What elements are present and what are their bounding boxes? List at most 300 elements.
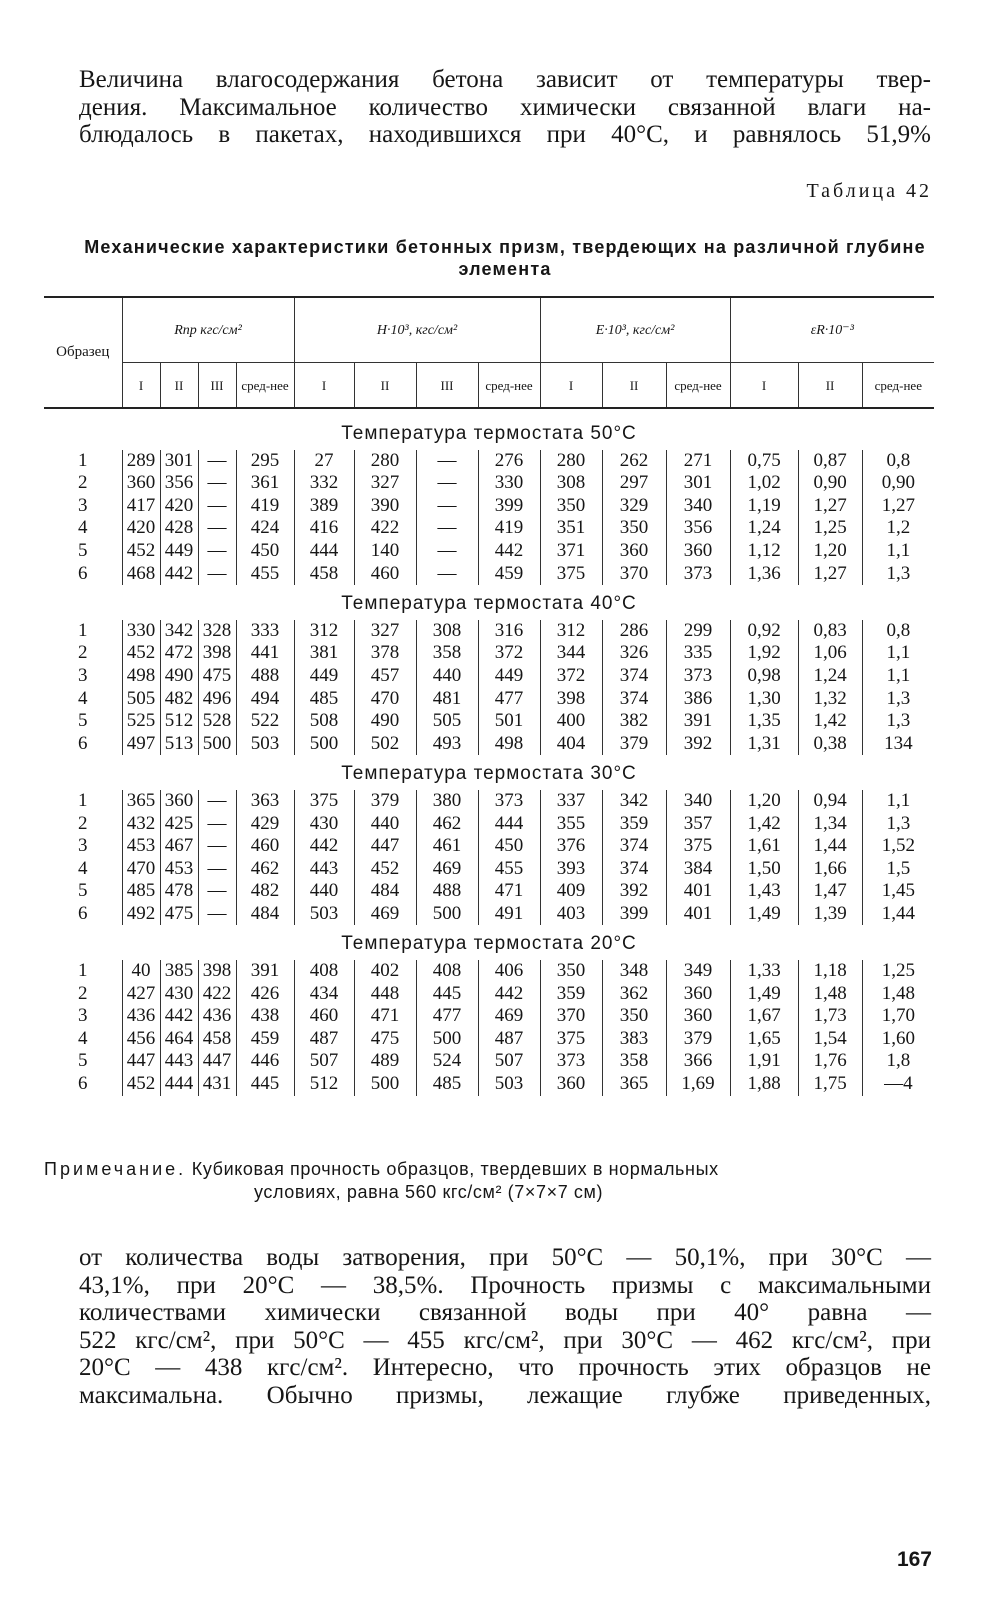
table-cell: 391 <box>666 710 730 733</box>
section-heading: Температура термостата 20°С <box>341 933 637 955</box>
column-header-i: I <box>540 363 602 409</box>
column-header-iii: III <box>198 363 236 409</box>
table-cell: 513 <box>160 733 198 756</box>
table-cell: 487 <box>478 1028 540 1051</box>
table-cell: 507 <box>478 1050 540 1073</box>
table-cell: 488 <box>416 880 478 903</box>
column-header-ii: II <box>798 363 862 409</box>
table-cell: 1,27 <box>798 563 862 586</box>
table-cell: 471 <box>478 880 540 903</box>
row-sample-number: 6 <box>78 562 88 584</box>
body-line: 522 кгс/см², при 50°С — 455 кгс/см², при 30°С — 462 кгс/см², при <box>79 1326 931 1354</box>
table-cell: 370 <box>540 1005 602 1028</box>
table-cell: 1,49 <box>730 903 798 926</box>
body-line: 43,1%, при 20°С — 38,5%. Прочность призмы с максимальными <box>79 1271 931 1299</box>
table-cell: 402 <box>354 960 416 983</box>
row-sample-number: 4 <box>78 1027 88 1049</box>
table-cell: — <box>198 903 236 926</box>
table-cell: 438 <box>236 1005 294 1028</box>
table-cell: 356 <box>666 517 730 540</box>
body-line: количествами химически связанной воды при 40° равна — <box>79 1299 931 1326</box>
table-cell: 512 <box>294 1073 354 1096</box>
table-cell: 467 <box>160 835 198 858</box>
table-cell: — <box>416 450 478 473</box>
table-cell: 1,8 <box>862 1050 934 1073</box>
table-cell: 0,94 <box>798 790 862 813</box>
table-cell: 422 <box>198 983 236 1006</box>
table-cell: 392 <box>666 733 730 756</box>
table-row <box>44 620 934 643</box>
table-cell: 332 <box>294 472 354 495</box>
table-cell: 344 <box>540 642 602 665</box>
table-cell: 420 <box>160 495 198 518</box>
table-cell: 459 <box>478 563 540 586</box>
table-cell: 392 <box>602 880 666 903</box>
table-cell: 1,31 <box>730 733 798 756</box>
body-line: от количества воды затворения, при 50°С — 50,1%, при 30°С — <box>79 1244 931 1271</box>
table-cell: 492 <box>122 903 160 926</box>
table-cell: 455 <box>236 563 294 586</box>
table-cell: 140 <box>354 540 416 563</box>
table-cell: 449 <box>294 665 354 688</box>
table-cell: 1,65 <box>730 1028 798 1051</box>
table-cell: 1,42 <box>798 710 862 733</box>
table-cell: 1,92 <box>730 642 798 665</box>
table-cell: 329 <box>602 495 666 518</box>
table-cell: 356 <box>160 472 198 495</box>
table-row <box>44 1005 934 1028</box>
table-cell: 464 <box>160 1028 198 1051</box>
table-cell: 442 <box>160 1005 198 1028</box>
table-cell: — <box>416 472 478 495</box>
table-row <box>44 495 934 518</box>
table-cell: 308 <box>540 472 602 495</box>
table-row <box>44 563 934 586</box>
row-sample-number: 1 <box>78 960 88 982</box>
table-cell: 262 <box>602 450 666 473</box>
column-header-ii: II <box>160 363 198 409</box>
table-cell: 360 <box>160 790 198 813</box>
table-cell: 512 <box>160 710 198 733</box>
table-cell: 312 <box>540 620 602 643</box>
table-cell: 460 <box>354 563 416 586</box>
table-cell: 360 <box>602 540 666 563</box>
row-sample-number: 1 <box>78 449 88 471</box>
table-cell: 1,75 <box>798 1073 862 1096</box>
table-cell: 1,60 <box>862 1028 934 1051</box>
table-row <box>44 960 934 983</box>
table-cell: 457 <box>354 665 416 688</box>
table-cell: 416 <box>294 517 354 540</box>
table-cell: 420 <box>122 517 160 540</box>
table-cell: 359 <box>540 983 602 1006</box>
table-cell: 475 <box>198 665 236 688</box>
table-cell: 335 <box>666 642 730 665</box>
table-cell: 429 <box>236 813 294 836</box>
table-cell: 0,8 <box>862 620 934 643</box>
table-cell: 453 <box>122 835 160 858</box>
table-cell: — <box>416 517 478 540</box>
table-cell: 461 <box>416 835 478 858</box>
table-cell: 485 <box>294 688 354 711</box>
table-cell: 374 <box>602 835 666 858</box>
table-cell: 452 <box>122 1073 160 1096</box>
table-cell: 301 <box>160 450 198 473</box>
table-cell: 462 <box>416 813 478 836</box>
table-cell: 459 <box>236 1028 294 1051</box>
table-cell: 1,25 <box>798 517 862 540</box>
table-cell: 485 <box>122 880 160 903</box>
table-cell: 337 <box>540 790 602 813</box>
table-cell: 398 <box>540 688 602 711</box>
table-cell: 398 <box>198 960 236 983</box>
table-cell: — <box>198 472 236 495</box>
table-cell: 497 <box>122 733 160 756</box>
row-sample-number: 1 <box>78 789 88 811</box>
table-cell: 375 <box>540 563 602 586</box>
table-cell: 1,50 <box>730 858 798 881</box>
table-cell: 431 <box>198 1073 236 1096</box>
table-cell: 503 <box>294 903 354 926</box>
column-header-sample: Образец <box>44 297 122 408</box>
note-label: Примечание. <box>44 1159 187 1179</box>
table-cell: 326 <box>602 642 666 665</box>
table-cell: 361 <box>236 472 294 495</box>
column-header-avg: сред-нее <box>236 363 294 409</box>
table-cell: 330 <box>122 620 160 643</box>
table-cell: 360 <box>122 472 160 495</box>
table-cell: 408 <box>294 960 354 983</box>
table-cell: 374 <box>602 665 666 688</box>
table-cell: — <box>198 813 236 836</box>
table-row <box>44 1073 934 1096</box>
row-sample-number: 5 <box>78 539 88 561</box>
section-heading: Температура термостата 50°С <box>341 423 637 444</box>
table-cell: 333 <box>236 620 294 643</box>
table-cell: 400 <box>540 710 602 733</box>
table-cell: 417 <box>122 495 160 518</box>
table-row <box>44 688 934 711</box>
table-cell: 1,69 <box>666 1073 730 1096</box>
table-cell: 449 <box>160 540 198 563</box>
table-cell: 271 <box>666 450 730 473</box>
table-row <box>44 450 934 473</box>
table-cell: — <box>198 540 236 563</box>
table-cell: 487 <box>294 1028 354 1051</box>
table-row <box>44 517 934 540</box>
table-cell: 1,5 <box>862 858 934 881</box>
table-row <box>44 858 934 881</box>
table-cell: 422 <box>354 517 416 540</box>
table-cell: 1,49 <box>730 983 798 1006</box>
table-row <box>44 665 934 688</box>
body-line: 20°С — 438 кгс/см². Интересно, что прочность этих образцов не <box>79 1354 931 1381</box>
table-cell: — <box>198 790 236 813</box>
table-cell: 481 <box>416 688 478 711</box>
table-cell: 1,1 <box>862 642 934 665</box>
table-row <box>44 903 934 926</box>
table-cell: 358 <box>416 642 478 665</box>
table-cell: 448 <box>354 983 416 1006</box>
table-cell: 445 <box>236 1073 294 1096</box>
table-cell: — <box>198 450 236 473</box>
table-cell: 1,67 <box>730 1005 798 1028</box>
table-cell: 134 <box>862 733 934 756</box>
table-cell: 340 <box>666 495 730 518</box>
table-cell: 462 <box>236 858 294 881</box>
table-cell: 1,24 <box>798 665 862 688</box>
table-cell: 500 <box>198 733 236 756</box>
table-caption: Таблица 42 <box>806 180 932 202</box>
table-cell: 444 <box>294 540 354 563</box>
table-cell: 493 <box>416 733 478 756</box>
intro-paragraph <box>79 66 931 149</box>
table-cell: 1,25 <box>862 960 934 983</box>
table-cell: 1,33 <box>730 960 798 983</box>
row-sample-number: 4 <box>78 517 88 539</box>
table-cell: 299 <box>666 620 730 643</box>
table-row <box>44 540 934 563</box>
table-cell: 0,90 <box>862 472 934 495</box>
table-cell: 370 <box>602 563 666 586</box>
table-cell: 316 <box>478 620 540 643</box>
table-cell: 452 <box>354 858 416 881</box>
table-cell: 350 <box>602 517 666 540</box>
table-cell: 40 <box>122 960 160 983</box>
row-sample-number: 2 <box>78 642 88 664</box>
row-sample-number: 5 <box>78 1050 88 1072</box>
table-cell: 360 <box>666 1005 730 1028</box>
table-cell: 1,48 <box>798 983 862 1006</box>
row-sample-number: 4 <box>78 857 88 879</box>
note-text: Кубиковая прочность образцов, твердевших в нормальных <box>191 1159 719 1179</box>
section-heading-row <box>44 585 934 620</box>
table-cell: 441 <box>236 642 294 665</box>
table-cell: — <box>198 835 236 858</box>
table-cell: 391 <box>236 960 294 983</box>
table-cell: 1,61 <box>730 835 798 858</box>
table-cell: 365 <box>122 790 160 813</box>
table-cell: 0,75 <box>730 450 798 473</box>
table-cell: 442 <box>160 563 198 586</box>
table-cell: 312 <box>294 620 354 643</box>
table-cell: 490 <box>354 710 416 733</box>
table-cell: 1,02 <box>730 472 798 495</box>
row-sample-number: 6 <box>78 1073 88 1095</box>
table-cell: 456 <box>122 1028 160 1051</box>
table-cell: 375 <box>666 835 730 858</box>
table-cell: 371 <box>540 540 602 563</box>
row-sample-number: 4 <box>78 687 88 709</box>
table-row <box>44 733 934 756</box>
table-cell: 1,91 <box>730 1050 798 1073</box>
table-cell: 477 <box>416 1005 478 1028</box>
table-cell: 447 <box>354 835 416 858</box>
table-cell: — <box>416 540 478 563</box>
table-cell: 398 <box>198 642 236 665</box>
table-cell: 522 <box>236 710 294 733</box>
table-cell: 432 <box>122 813 160 836</box>
table-cell: 286 <box>602 620 666 643</box>
table-cell: 1,35 <box>730 710 798 733</box>
column-header-avg: сред-нее <box>862 363 934 409</box>
table-cell: 1,27 <box>862 495 934 518</box>
column-header-avg: сред-нее <box>478 363 540 409</box>
table-cell: 447 <box>198 1050 236 1073</box>
table-cell: 452 <box>122 642 160 665</box>
table-cell: 301 <box>666 472 730 495</box>
table-cell: 445 <box>416 983 478 1006</box>
table-cell: 1,30 <box>730 688 798 711</box>
table-cell: 500 <box>354 1073 416 1096</box>
table-cell: 342 <box>602 790 666 813</box>
table-cell: 1,06 <box>798 642 862 665</box>
table-cell: 458 <box>198 1028 236 1051</box>
table-cell: 360 <box>540 1073 602 1096</box>
table-cell: 425 <box>160 813 198 836</box>
table-cell: 428 <box>160 517 198 540</box>
table-row <box>44 1050 934 1073</box>
table-cell: 419 <box>236 495 294 518</box>
table-cell: 1,39 <box>798 903 862 926</box>
table-cell: 408 <box>416 960 478 983</box>
table-cell: 442 <box>294 835 354 858</box>
table-cell: 1,48 <box>862 983 934 1006</box>
table-cell: 1,2 <box>862 517 934 540</box>
table-cell: 308 <box>416 620 478 643</box>
table-cell: 424 <box>236 517 294 540</box>
table-cell: 1,45 <box>862 880 934 903</box>
row-sample-number: 5 <box>78 880 88 902</box>
data-table <box>44 296 934 1096</box>
table-cell: 442 <box>478 983 540 1006</box>
table-cell: 365 <box>602 1073 666 1096</box>
table-cell: 455 <box>478 858 540 881</box>
table-cell: 1,1 <box>862 665 934 688</box>
table-cell: 477 <box>478 688 540 711</box>
table-cell: 1,88 <box>730 1073 798 1096</box>
table-cell: —4 <box>862 1073 934 1096</box>
table-cell: 419 <box>478 517 540 540</box>
table-cell: 1,42 <box>730 813 798 836</box>
table-cell: 484 <box>236 903 294 926</box>
table-cell: 374 <box>602 858 666 881</box>
table-cell: 436 <box>122 1005 160 1028</box>
table-cell: 450 <box>236 540 294 563</box>
table-cell: 360 <box>666 983 730 1006</box>
table-cell: 472 <box>160 642 198 665</box>
table-cell: 393 <box>540 858 602 881</box>
note-text: условиях, равна 560 кгс/см² (7×7×7 см) <box>254 1182 604 1202</box>
table-cell: 379 <box>666 1028 730 1051</box>
column-header-ii: II <box>354 363 416 409</box>
table-cell: 444 <box>478 813 540 836</box>
table-cell: 280 <box>354 450 416 473</box>
table-cell: 500 <box>416 903 478 926</box>
table-cell: 399 <box>602 903 666 926</box>
table-cell: 470 <box>354 688 416 711</box>
table-cell: 508 <box>294 710 354 733</box>
row-sample-number: 2 <box>78 472 88 494</box>
table-row <box>44 710 934 733</box>
section-heading: Температура термостата 30°С <box>341 763 637 785</box>
intro-line: дения. Максимальное количество химически связанной влаги на- <box>79 93 931 121</box>
table-cell: 1,44 <box>798 835 862 858</box>
table-cell: 1,3 <box>862 710 934 733</box>
table-cell: 505 <box>122 688 160 711</box>
table-cell: 475 <box>160 903 198 926</box>
table-cell: 503 <box>478 1073 540 1096</box>
table-cell: 373 <box>666 665 730 688</box>
table-cell: 372 <box>540 665 602 688</box>
table-cell: 427 <box>122 983 160 1006</box>
table-cell: — <box>198 880 236 903</box>
table-cell: 443 <box>160 1050 198 1073</box>
table-row <box>44 813 934 836</box>
table-cell: 469 <box>478 1005 540 1028</box>
table-cell: 355 <box>540 813 602 836</box>
table-cell: 357 <box>666 813 730 836</box>
page-number: 167 <box>896 1548 932 1571</box>
row-sample-number: 2 <box>78 982 88 1004</box>
table-cell: 1,3 <box>862 688 934 711</box>
table-cell: 0,83 <box>798 620 862 643</box>
table-cell: 366 <box>666 1050 730 1073</box>
table-cell: 482 <box>160 688 198 711</box>
table-cell: 430 <box>160 983 198 1006</box>
table-cell: 386 <box>666 688 730 711</box>
table-cell: 340 <box>666 790 730 813</box>
table-cell: 503 <box>236 733 294 756</box>
table-cell: 468 <box>122 563 160 586</box>
table-cell: 0,87 <box>798 450 862 473</box>
table-cell: 381 <box>294 642 354 665</box>
table-cell: 1,44 <box>862 903 934 926</box>
table-cell: 485 <box>416 1073 478 1096</box>
table-cell: 280 <box>540 450 602 473</box>
table-row <box>44 835 934 858</box>
table-cell: 470 <box>122 858 160 881</box>
column-header-i: I <box>294 363 354 409</box>
table-cell: 442 <box>478 540 540 563</box>
row-sample-number: 1 <box>78 619 88 641</box>
table-cell: 379 <box>602 733 666 756</box>
table-row <box>44 642 934 665</box>
table-cell: 525 <box>122 710 160 733</box>
table-cell: 458 <box>294 563 354 586</box>
section-heading-row <box>44 925 934 960</box>
table-cell: 1,20 <box>730 790 798 813</box>
table-cell: 443 <box>294 858 354 881</box>
table-cell: 452 <box>122 540 160 563</box>
table-cell: 1,52 <box>862 835 934 858</box>
table-cell: 494 <box>236 688 294 711</box>
column-group-eps: εR·10⁻³ <box>730 297 934 363</box>
table-cell: 297 <box>602 472 666 495</box>
row-sample-number: 3 <box>78 664 88 686</box>
table-cell: 0,98 <box>730 665 798 688</box>
table-cell: 409 <box>540 880 602 903</box>
table-cell: 426 <box>236 983 294 1006</box>
table-cell: — <box>416 563 478 586</box>
table-cell: 1,43 <box>730 880 798 903</box>
table-cell: 295 <box>236 450 294 473</box>
table-cell: 1,3 <box>862 813 934 836</box>
table-cell: 289 <box>122 450 160 473</box>
table-cell: 330 <box>478 472 540 495</box>
table-cell: 362 <box>602 983 666 1006</box>
table-cell: 350 <box>602 1005 666 1028</box>
